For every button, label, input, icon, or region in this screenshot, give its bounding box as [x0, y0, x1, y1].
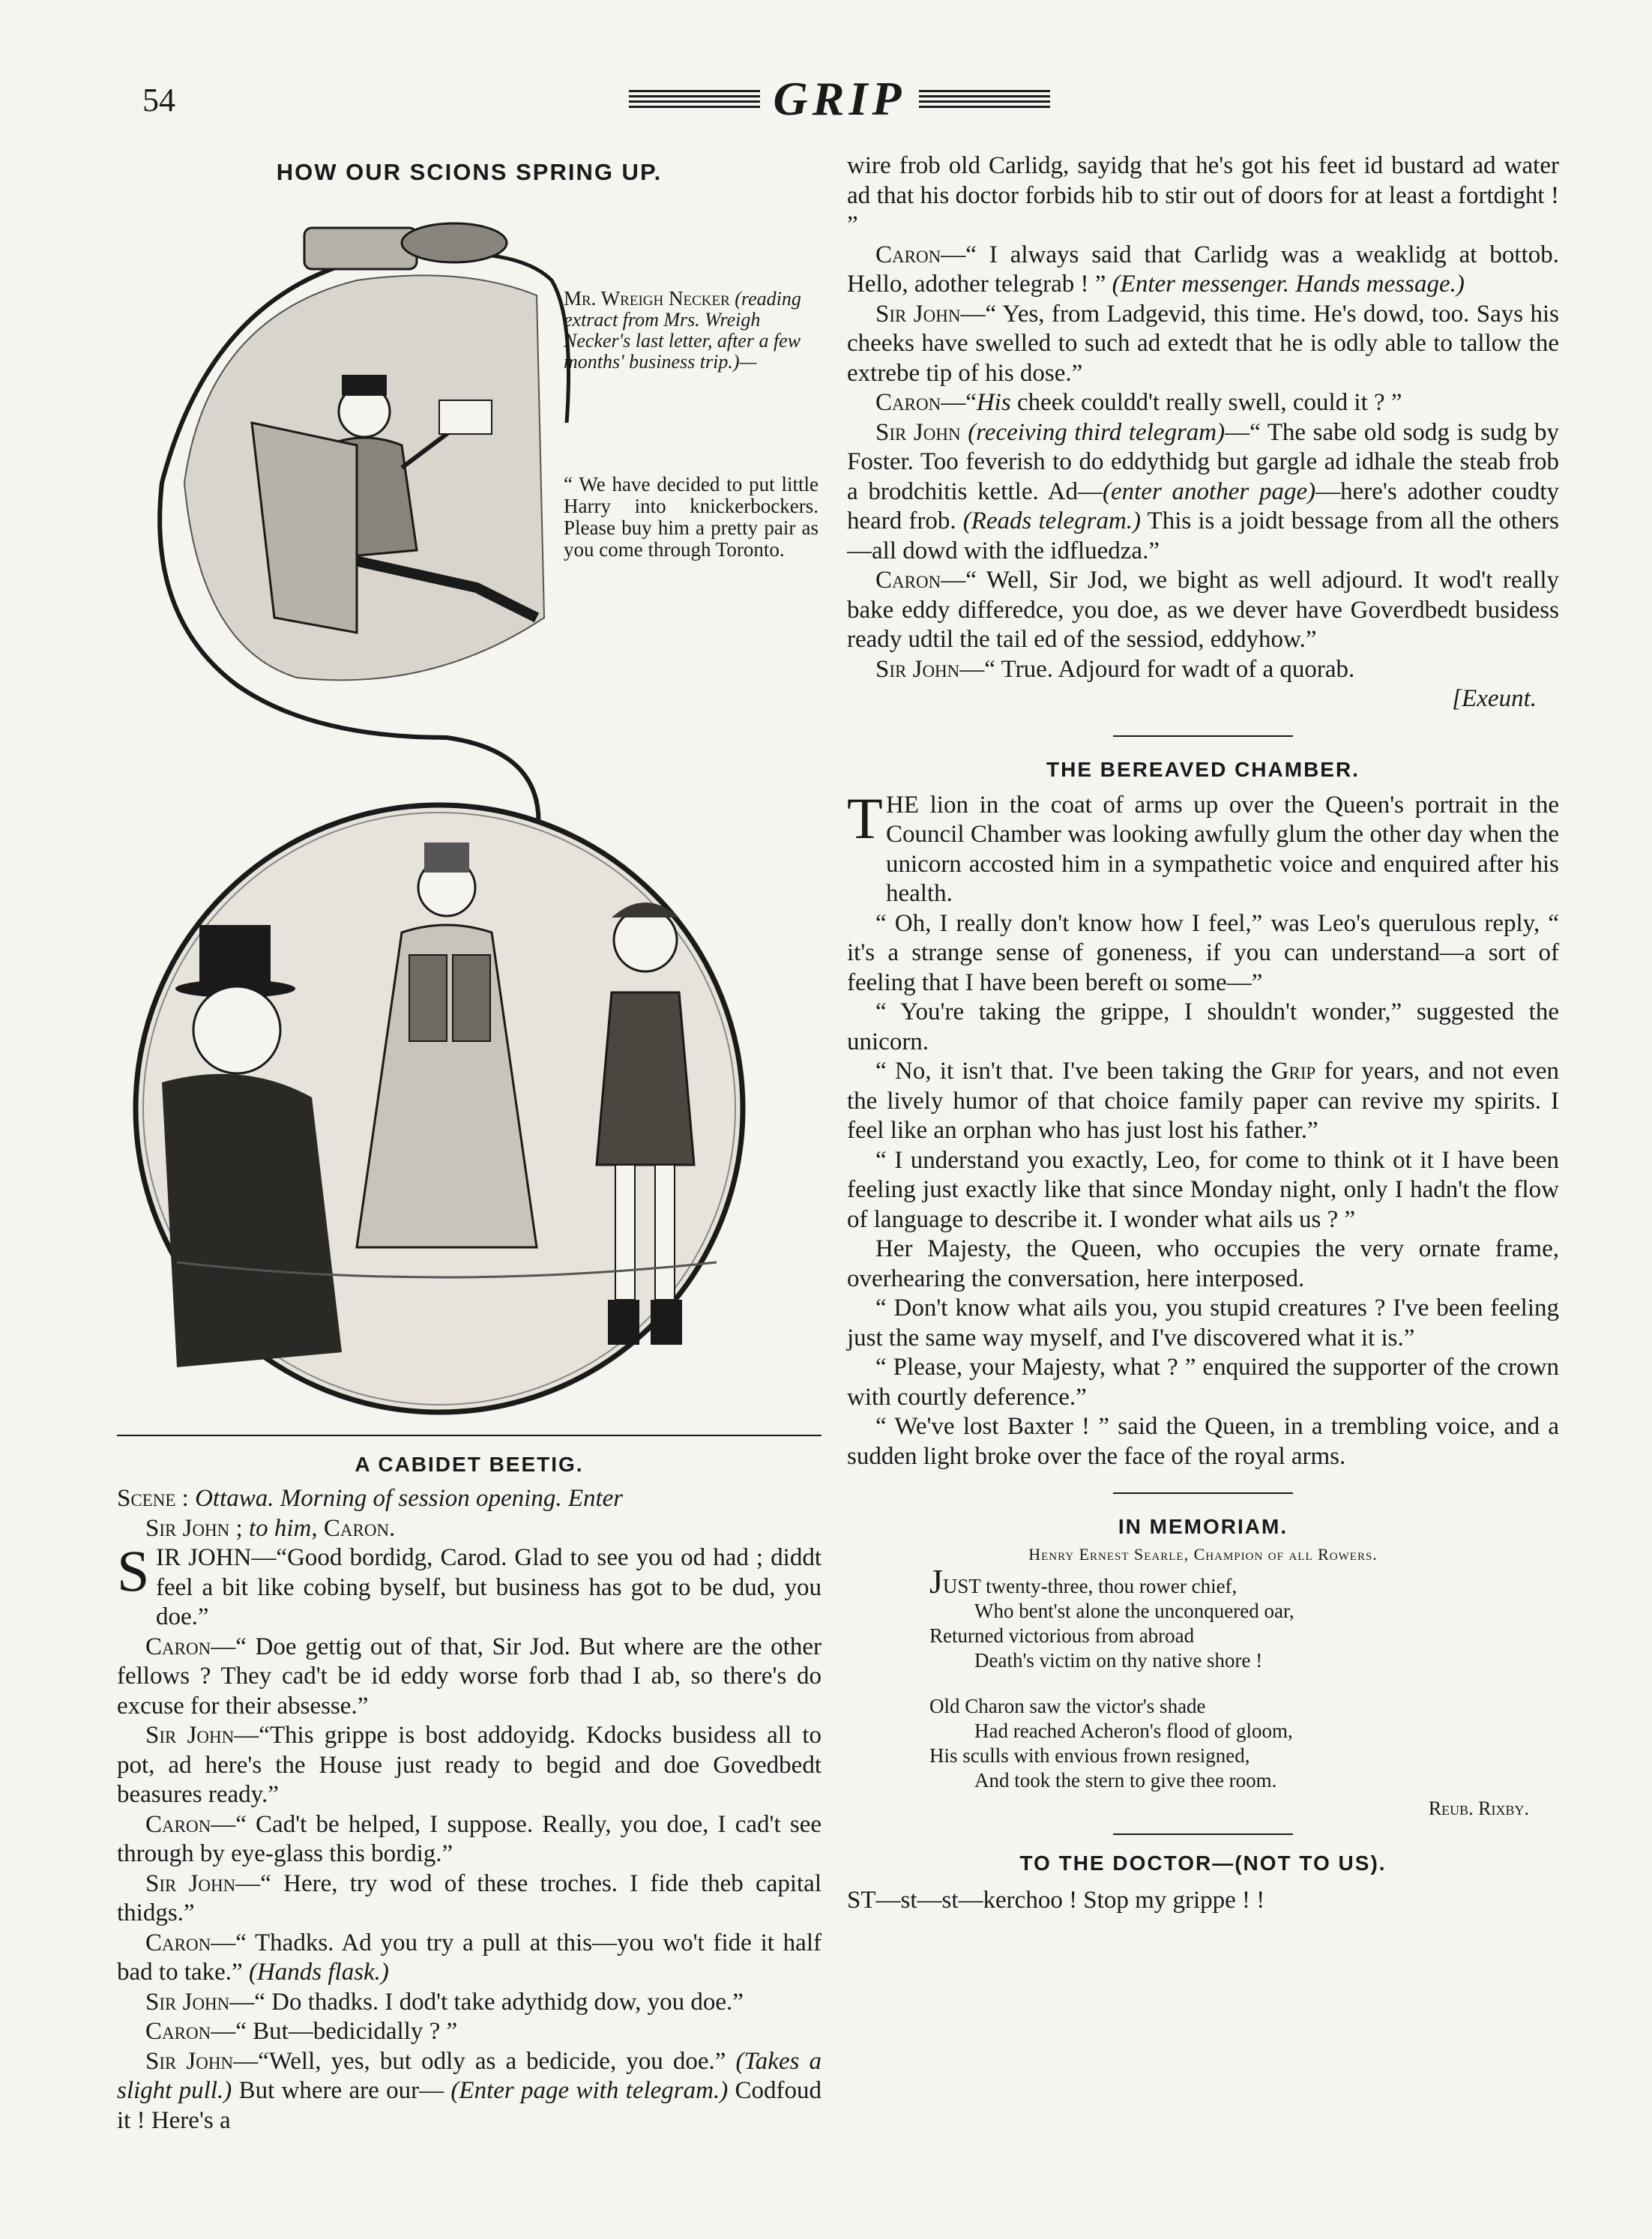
masthead-title: GRIP	[773, 72, 906, 125]
bereaved-title: THE BEREAVED CHAMBER.	[1046, 757, 1360, 781]
speech: —“ Cad't be helped, I suppose. Really, you doe, I cad't see through by eye-glass this bordig.”	[117, 1810, 822, 1867]
bereaved-p4	[847, 1057, 1559, 1146]
stage-direction: (Enter page with telegram.)	[450, 2077, 729, 2104]
emphasis: His	[976, 389, 1011, 416]
speech: —“ Here, try wod of these troches. I fide theb capital thidgs.”	[117, 1869, 822, 1926]
bereaved-p1: HE lion in the coat of arms up over the Queen's portrait in the Council Chamber was looking awfully glum the other day when the unicorn accosted him in a sympathetic voice and enquired after his health.	[886, 791, 1559, 907]
speaker: Caron	[145, 1929, 211, 1956]
speech: Codfoud it ! Here's a	[117, 2077, 822, 2134]
memoriam-poem	[847, 1562, 1559, 1793]
section-rule	[117, 1435, 822, 1436]
cabidet-cont-r5	[847, 418, 1559, 567]
poem-line: And took the stern to give thee room.	[974, 1769, 1277, 1791]
stage-direction: (enter another page)	[1103, 477, 1316, 505]
stage-direction: (Reads telegram.)	[962, 507, 1142, 534]
grip-name: Grip	[1270, 1058, 1316, 1085]
cabidet-cont-r2	[847, 241, 1559, 300]
bereaved-p8: “ Please, your Majesty, what ? ” enquired the supporter of the crown with courtly deference.”	[847, 1354, 1559, 1411]
masthead-rule-left	[629, 90, 760, 108]
poem-dropcap: J	[929, 1562, 943, 1600]
scions-quote: “ We have decided to put little Harry into knickerbockers. Please buy him a pretty pair as you come through Toronto.	[564, 473, 819, 561]
right-column	[847, 142, 1559, 1916]
speaker: Caron	[145, 1810, 211, 1838]
exeunt: [Exeunt.	[1452, 685, 1537, 712]
cabidet-title: A CABIDET BEETIG.	[355, 1453, 584, 1476]
scions-illustration	[117, 198, 822, 1435]
bereaved-p9: “ We've lost Baxter ! ” said the Queen, in a trembling voice, and a sudden light broke over the face of the royal arms.	[847, 1413, 1559, 1470]
speaker: Sir John	[875, 300, 961, 328]
scions-title: HOW OUR SCIONS SPRING UP.	[276, 159, 663, 185]
speaker: Caron	[145, 1633, 211, 1660]
speaker: Caron	[145, 2018, 211, 2045]
cabidet-cont-r4	[847, 388, 1559, 418]
scene-label: Scene :	[117, 1485, 189, 1512]
section-rule	[1113, 1492, 1293, 1494]
masthead-rule-right	[919, 90, 1050, 108]
speech: —“ Thadks. Ad you try a pull at this—you wo't fide it half bad to take.”	[117, 1929, 822, 1986]
speech: —“ Do thadks. I dod't take adythidg dow, you doe.”	[229, 1988, 744, 2016]
stage-direction: (receiving third telegram)	[968, 418, 1226, 446]
cabidet-p8	[117, 2017, 822, 2047]
poem-line: Old Charon saw the victor's shade	[929, 1695, 1206, 1717]
speaker: Sir John	[145, 1988, 230, 2016]
speech: —“Good bordidg, Carod. Glad to see you od had ; diddt feel a bit like cobing byself, but business has got to be dud, you doe.”	[156, 1544, 822, 1630]
section-rule	[1113, 1833, 1293, 1835]
scene-text: Ottawa. Morning of session opening. Enter	[195, 1485, 624, 1512]
cabidet-p5	[117, 1869, 822, 1929]
speaker: Sir John	[875, 418, 961, 446]
speech: —“	[941, 389, 977, 416]
cabidet-p2	[117, 1633, 822, 1722]
cabidet-cont-r1: wire frob old Carlidg, sayidg that he's got his feet id bustard ad water ad that his doctor forbids hib to stir out of doors for at least a fortdight ! ”	[847, 152, 1559, 238]
scions-engraving	[117, 198, 822, 1435]
speech: —here's adother coudty heard frob.	[847, 477, 1559, 534]
poem-line: His sculls with envious frown resigned,	[929, 1744, 1250, 1767]
stage-direction: (Enter messenger. Hands message.)	[1112, 271, 1465, 298]
bereaved-p2: “ Oh, I really don't know how I feel,” was Leo's querulous reply, “ it's a strange sense of goneness, if you can understand—a sort of feeling that I have been bereft oı some—”	[847, 909, 1559, 996]
speaker: Sir John	[145, 1869, 236, 1897]
bereaved-p7: “ Don't know what ails you, you stupid creatures ? I've been feeling just the same way myself, and I've discovered what it is.”	[847, 1295, 1559, 1351]
scene-line-2	[117, 1514, 822, 1544]
scene-line	[117, 1484, 822, 1514]
bereaved-p6: Her Majesty, the Queen, who occupies the very ornate frame, overhearing the conversation, here interposed.	[847, 1235, 1559, 1292]
left-column	[117, 142, 822, 2136]
cabidet-p7	[117, 1988, 822, 2018]
speaker: Caron	[875, 241, 941, 268]
caption-note: (reading extract from Mrs. Wreigh Necker's last letter, after a few months' business trip.)—	[564, 288, 801, 373]
cabidet-p3	[117, 1721, 822, 1810]
masthead	[600, 69, 1079, 129]
speaker: Caron	[875, 389, 941, 416]
bereaved-dropcap: T	[847, 785, 883, 851]
speech: —“ Doe gettig out of that, Sir Jod. But where are the other fellows ? They cad't be id eddy worse forb thad I ab, so there's do excuse for their absesse.”	[117, 1633, 822, 1720]
poem-line	[929, 1562, 1559, 1600]
cabidet-p4	[117, 1810, 822, 1869]
poem-line: Who bent'st alone the unconquered oar,	[974, 1600, 1294, 1622]
speech: —“ Well, Sir Jod, we bight as well adjourd. It wod't really bake eddy differedce, you doe, as we dever have Goverdbedt busidess ready udtil the tail ed of the sessiod, eddyhow.”	[847, 567, 1559, 653]
memoriam-title: IN MEMORIAM.	[1118, 1515, 1288, 1538]
speech: —“ The sabe old sodg is sudg by Foster. Too feverish to do eddythidg but gargle ad idhale the steab frob a brodchitis kettle. Ad—	[847, 418, 1560, 505]
text: for years, and not even the lively humor of that choice family paper can revive my spirits. I feel like an orphan who has just lost his father.”	[847, 1058, 1560, 1144]
scene-entrant-1: Sir John ;	[145, 1514, 243, 1542]
page-number: 54	[142, 82, 175, 118]
speaker: IR JOHN	[156, 1544, 252, 1571]
poem-line: Had reached Acheron's flood of gloom,	[974, 1720, 1293, 1742]
scene-to-him: to him,	[248, 1514, 318, 1542]
speech: —“This grippe is bost addoyidg. Kdocks busidess all to pot, ad here's the House just ready to begid and doe Govedbedt beasures ready.”	[117, 1722, 822, 1808]
cabidet-p6	[117, 1929, 822, 1988]
memoriam-dedication: Henry Ernest Searle, Champion of all Rowers.	[1028, 1545, 1378, 1564]
stage-direction: (Takes a slight pull.)	[117, 2047, 822, 2104]
speech: —“ True. Adjourd for wadt of a quorab.	[959, 655, 1355, 683]
speech: —“ But—bedicidally ? ”	[211, 2018, 458, 2045]
poem-line: Death's victim on thy native shore !	[974, 1649, 1263, 1672]
cabidet-p9	[117, 2047, 822, 2136]
bereaved-p3: “ You're taking the grippe, I shouldn't wonder,” suggested the unicorn.	[847, 998, 1559, 1055]
cabidet-cont-r7	[847, 655, 1559, 685]
bereaved-p5: “ I understand you exactly, Leo, for come to think ot it I have been feeling just exactly like that since Monday night, only I hadn't the flow of language to describe it. I wonder what ails us ? ”	[847, 1146, 1559, 1233]
caption-name: Mr. Wreigh Necker	[564, 287, 730, 310]
cabidet-p1	[156, 1543, 822, 1633]
speaker: Sir John	[145, 2047, 234, 2075]
speech: —“ I always said that Carlidg was a weaklidg at bottob. Hello, adother telegrab ! ”	[847, 241, 1559, 298]
speech: This is a joidt bessage from all the others—all dowd with the idfluedza.”	[847, 507, 1559, 564]
speech: cheek couldd't really swell, could it ? ”	[1010, 389, 1402, 416]
speech: —“Well, yes, but odly as a bedicide, you doe.”	[233, 2047, 726, 2075]
speaker: Sir John	[875, 655, 960, 683]
section-rule	[1113, 735, 1293, 737]
speech: But where are our—	[238, 2077, 444, 2104]
cabidet-cont-r3	[847, 300, 1559, 389]
speaker: Caron	[875, 567, 941, 594]
scions-caption	[564, 288, 819, 373]
stage-direction: (Hands flask.)	[248, 1959, 389, 1986]
doctor-text: ST—st—st—kerchoo ! Stop my grippe ! !	[847, 1887, 1265, 1914]
poem-signature: Reub. Rixby.	[1428, 1797, 1529, 1819]
cabidet-cont-r6	[847, 566, 1559, 655]
speech: —“ Yes, from Ladgevid, this time. He's dowd, too. Says his cheeks have swelled to such ad extedt that he is odly able to tallow the extrebe tip of his dose.”	[847, 300, 1559, 387]
poem-text: UST twenty-three, thou rower chief,	[942, 1575, 1238, 1597]
doctor-title: TO THE DOCTOR—(NOT TO US).	[1019, 1851, 1387, 1875]
cabidet-opening	[117, 1538, 822, 1633]
bereaved-opening	[847, 785, 1559, 909]
speaker: Sir John	[145, 1722, 235, 1749]
poem-line: Returned victorious from abroad	[929, 1624, 1195, 1647]
scene-entrant-2: Caron.	[323, 1514, 396, 1542]
text: “ No, it isn't that. I've been taking the	[875, 1058, 1263, 1085]
cabidet-dropcap: S	[117, 1538, 150, 1603]
